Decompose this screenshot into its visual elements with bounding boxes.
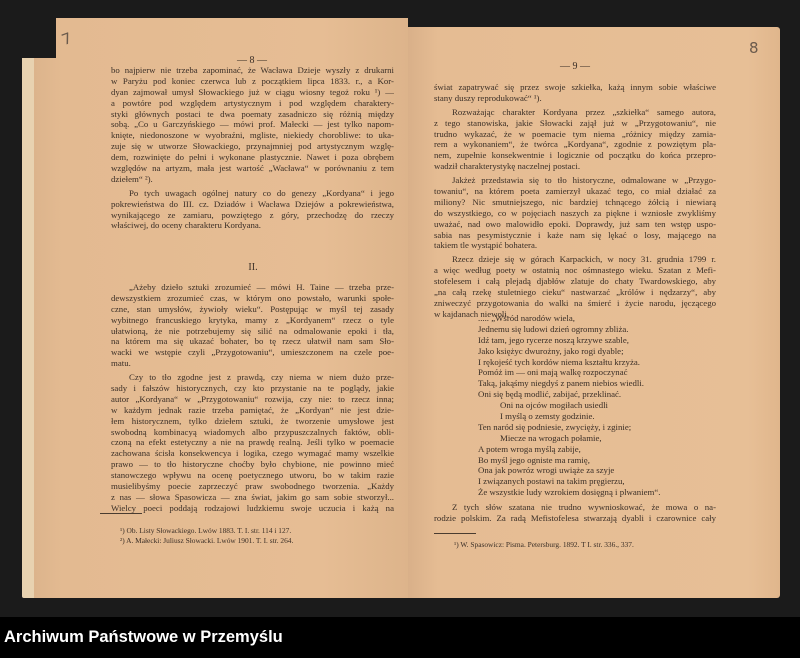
verse-line: Ona jak powróz wrogi uwiąże za szyje	[478, 465, 615, 476]
text-line: stanowczego wpływu na ocenę poetycznego utworu, bo w takim razie	[111, 470, 394, 481]
text-line: uważać, nad owo malowidło epoki. Doprawdy, już sam ten wstęp uspo-	[434, 218, 716, 229]
footnote-rule-left	[100, 513, 142, 514]
page-number-left: — 8 —	[237, 55, 267, 66]
text-line: „na całą rzekę stuletniego cieku“ nastwarzać „królów i nędzarzy“, aby	[434, 287, 716, 298]
text-line: swobodną kombinacyą wiadomych albo przypuszczalnych faktów, obli-	[111, 426, 394, 437]
text-line: stofelesem i całą plejadą djabłów zlatuje do chaty Twardowskiego, aby	[434, 276, 716, 287]
text-line: knięte, niedonoszone w wyobraźni, mgliste, niekiedy chorobliwe: to uka-	[111, 130, 394, 141]
paragraph	[434, 175, 716, 251]
text-line: rem a wykonaniem“, że twórca „Kordyana“, zgodnie z powziętym pla-	[434, 139, 716, 150]
text-line: świat zapatrywać się przez swoje szkiełka, każą innym sobie właściwe	[434, 82, 716, 92]
footnote-rule-right	[434, 533, 476, 534]
verse-line: Oni się będą modlić, zabijać, przeklinać.	[478, 389, 622, 400]
verse-line: A potem wroga myślą zabije,	[478, 443, 581, 454]
archive-name: Archiwum Państwowe w Przemyślu	[4, 628, 283, 646]
text-line: autor „Kordyana“ w „Przygotowaniu“ rozwija, czy nie: to rzecz inna;	[111, 393, 394, 404]
text-line: czoną na efekt estetyczny a nie na prawdę realną. Jeśli tylko w poemacie	[111, 437, 394, 448]
text-line: Z tych słów szatana nie trudno wywnioskować, że mowa o na-	[452, 502, 716, 512]
verse-line: ..... „Wśród narodów wiela,	[478, 313, 575, 323]
text-line: wynikającego ze zamiaru, powziętego z góry, przechodzę do rzeczy	[111, 209, 394, 220]
text-line: łem historycznem, tylko dziełem sztuki, że tworzenie umysłowe jest	[111, 415, 394, 426]
text-line: wybitnego francuskiego krytyka, mamy z „Kordyanem“ rzecz o tyle	[111, 314, 394, 325]
text-line: towaniu“, na którem poeta zamierzył ukazać tego, co miał działać za	[434, 186, 716, 197]
verse-line: Miecze na wrogach połamie,	[500, 432, 602, 443]
paragraph	[111, 188, 394, 232]
verse-line: Idź tam, jego rycerze noszą krzywe szable,	[478, 334, 629, 345]
footnote: ¹) Ob. Listy Słowackiego. Lwów 1883. T. I. str. 114 i 127.	[120, 526, 292, 535]
verse-line: Pomóż im — oni mają walkę rozpoczynać	[478, 367, 628, 378]
handwritten-page-number-left: 7	[59, 28, 75, 50]
text-line: Wielcy poeci poddają rodzajowi ludzkiemu swoje uczucia i każą na	[111, 502, 394, 513]
text-line: zachowana ścisła konsekwencya i logika, czego wymagać mamy wszelkie	[111, 448, 394, 459]
text-line: wacki we wstępie czyli „Przygotowaniu“, umieszczonem na czele poe-	[111, 347, 394, 358]
text-line: a więc według poety w ostatnią noc ośmnastego wieku. Szatan z Mefi-	[434, 265, 716, 276]
text-line: zniweczyć przygotowania do walki na śmierć i życie narodu, jęczącego	[434, 297, 716, 308]
text-line: ułatwioną, że nie potrzebujemy się silić na odmalowanie epoki i tła,	[111, 325, 394, 336]
verse-quote	[478, 313, 718, 498]
verse-line: I rękojeść tych kordów niema kształtu krzyża.	[478, 356, 640, 367]
right-text-top	[434, 82, 716, 320]
verse-line: Taką, jakąśmy niegdyś z panem niebios wiedli.	[478, 378, 644, 389]
text-line: Rzecz dzieje się w górach Karpackich, w nocy 31. grudnia 1799 r.	[452, 254, 716, 265]
paragraph	[434, 82, 716, 104]
text-line: miliony? Nic smutniejszego, nic bardziej tchnącego żółcią i niewiarą	[434, 196, 716, 207]
text-line: na którem ma się ukazać bohater, bo tę rzecz ułatwił nam sam Sło-	[111, 336, 394, 347]
verse-line: I związanych postawi na takim pręgierzu,	[478, 476, 625, 487]
text-line: w kajdanach niewoli.	[434, 308, 509, 319]
paragraph	[111, 282, 394, 369]
archive-footer	[0, 617, 800, 658]
text-line: właściwej, do oceny charakteru Kordyana.	[111, 220, 261, 231]
left-text-top	[111, 65, 394, 231]
footnotes-left	[120, 526, 293, 546]
text-line: prawo — to tło historyczne choćby było chybione, nie powinno mieć	[111, 459, 394, 470]
text-line: styki głównych postaci te dwa poematy zasadniczo się różnią między	[111, 108, 394, 119]
right-text-bottom	[434, 502, 716, 524]
verse-line: Jako księżyc dwurożny, jako rogi dyable;	[478, 345, 624, 356]
section-heading: II.	[248, 262, 258, 273]
text-line: dziełem“ ²).	[111, 173, 153, 184]
footnotes-right	[454, 540, 634, 550]
paragraph	[111, 372, 394, 514]
text-line: dem, rozwinięte do pełni i wykonane plastycznie. Nawet i poza obrębem	[111, 152, 394, 163]
verse-line: Ten naród się podniesie, zwycięży, i zginie;	[478, 421, 632, 432]
text-line: sobą. „Co u Garczyńskiego — mówi prof. Małecki — jest tylko napom-	[111, 119, 394, 130]
page-number-right: — 9 —	[560, 61, 590, 72]
text-line: trudno wykazać, że w poemacie tym niema „różnicy między zamia-	[434, 128, 716, 139]
verse-line: Oni na ojców mogiłach usiedli	[500, 400, 608, 411]
text-line: sabia nas pesymistycznie i każe nam się lękać o losy, mającego na	[434, 229, 716, 240]
text-line: czne, stan umysłów, żywioły wieku“. Postępując w myśl tej zasady	[111, 303, 394, 314]
text-line: w każdym jednak razie trzeba pamiętać, że „Kordyan“ nie jest dzie-	[111, 404, 394, 415]
text-line: zuje się w utworze Słowackiego, przynajmniej pod artystycznym wzglę-	[111, 141, 394, 152]
text-line: względów na artyzm, mała jest wartość „Wacława“ w porównaniu z tem	[111, 163, 394, 174]
paragraph	[434, 502, 716, 524]
text-line: nem, zupełnie konsekwentnie i logicznie od początku do końca przepro-	[434, 150, 716, 161]
paragraph	[111, 65, 394, 185]
footnote: ¹) W. Spasowicz: Pisma. Petersburg. 1892. T I. str. 336., 337.	[454, 540, 634, 549]
text-line: do wszystkiego, co w pojęciach naszych za piękne i wzniosłe zwykliśmy	[434, 207, 716, 218]
text-line: w Paryżu pod koniec czerwca lub z początkiem lipca 1833. r., a Kor-	[111, 75, 394, 86]
text-line: dyan zajmował umysł Słowackiego już w ciągu wiosny tegoż roku ¹) —	[111, 86, 394, 97]
text-line: musielibyśmy poecie zaprzeczyć praw swobodnego tworzenia. „Każdy	[111, 481, 394, 492]
text-line: takiem tle wystąpić bohatera.	[434, 240, 538, 251]
text-line: sady i fałszów historycznych, czy kto przystanie na te poglądy, jakie	[111, 383, 394, 394]
text-line: pokrewieństwa do III. cz. Dziadów i Wacława Dziejów a pokrewieństwa,	[111, 198, 394, 209]
verse-line: Bo myśl jego ogniste ma ramię,	[478, 454, 590, 465]
text-line: Rozważając charakter Kordyana przez „szkiełka“ samego autora,	[452, 106, 716, 117]
text-line: Po tych uwagach ogólnej natury co do genezy „Kordyana“ i jego	[129, 187, 394, 198]
paragraph	[434, 254, 716, 319]
verse-line: Że wszystkie ludy wzrokiem dosięgną i plwaniem“.	[478, 487, 661, 498]
text-line: wadził charakterystykę naczelnej postaci.	[434, 161, 581, 172]
paragraph	[434, 107, 716, 172]
text-line: a powtóre pod względem artystycznym i pod względem charaktery-	[111, 97, 394, 108]
left-text-bottom	[111, 282, 394, 514]
text-line: Jakżeż przedstawia się to tło historyczne, odmalowane w „Przygo-	[452, 175, 716, 186]
text-line: matu.	[111, 358, 131, 369]
verse-line: I myślą o zemsty godzinie.	[500, 411, 595, 422]
text-line: bo najpierw nie trzeba zapominać, że Wacława Dzieje wyszły z drukarni	[111, 65, 394, 75]
text-line: z tego stanowiska, jakie Słowacki zajął już w „Przygotowaniu“, nie	[434, 117, 716, 128]
text-line: stany duszy reprodukować“ ¹).	[434, 92, 542, 103]
text-line: Czy to tło zgodne jest z prawdą, czy niema w niem dużo prze-	[129, 372, 394, 383]
text-line: dewszystkiem zrozumieć czas, w którym ono powstało, warunki społe-	[111, 292, 394, 303]
footnote: ²) A. Małecki: Juliusz Słowacki. Lwów 1901. T. I. str. 264.	[120, 536, 294, 545]
text-line: „Ażeby dzieło sztuki zrozumieć — mówi H. Taine — trzeba prze-	[129, 282, 394, 292]
text-line: rodzie polskim. Za radą Mefistofelesa stwarzają dyabli i czarownice cały	[434, 512, 716, 523]
text-line: z nas — słowa Spasowicza — zna świat, jakim go sam sobie stworzył...	[111, 491, 394, 502]
verse-line: Jednemu się ludowi dzień ogromny zbliża.	[478, 323, 629, 334]
handwritten-page-number-right: 8	[749, 39, 759, 57]
